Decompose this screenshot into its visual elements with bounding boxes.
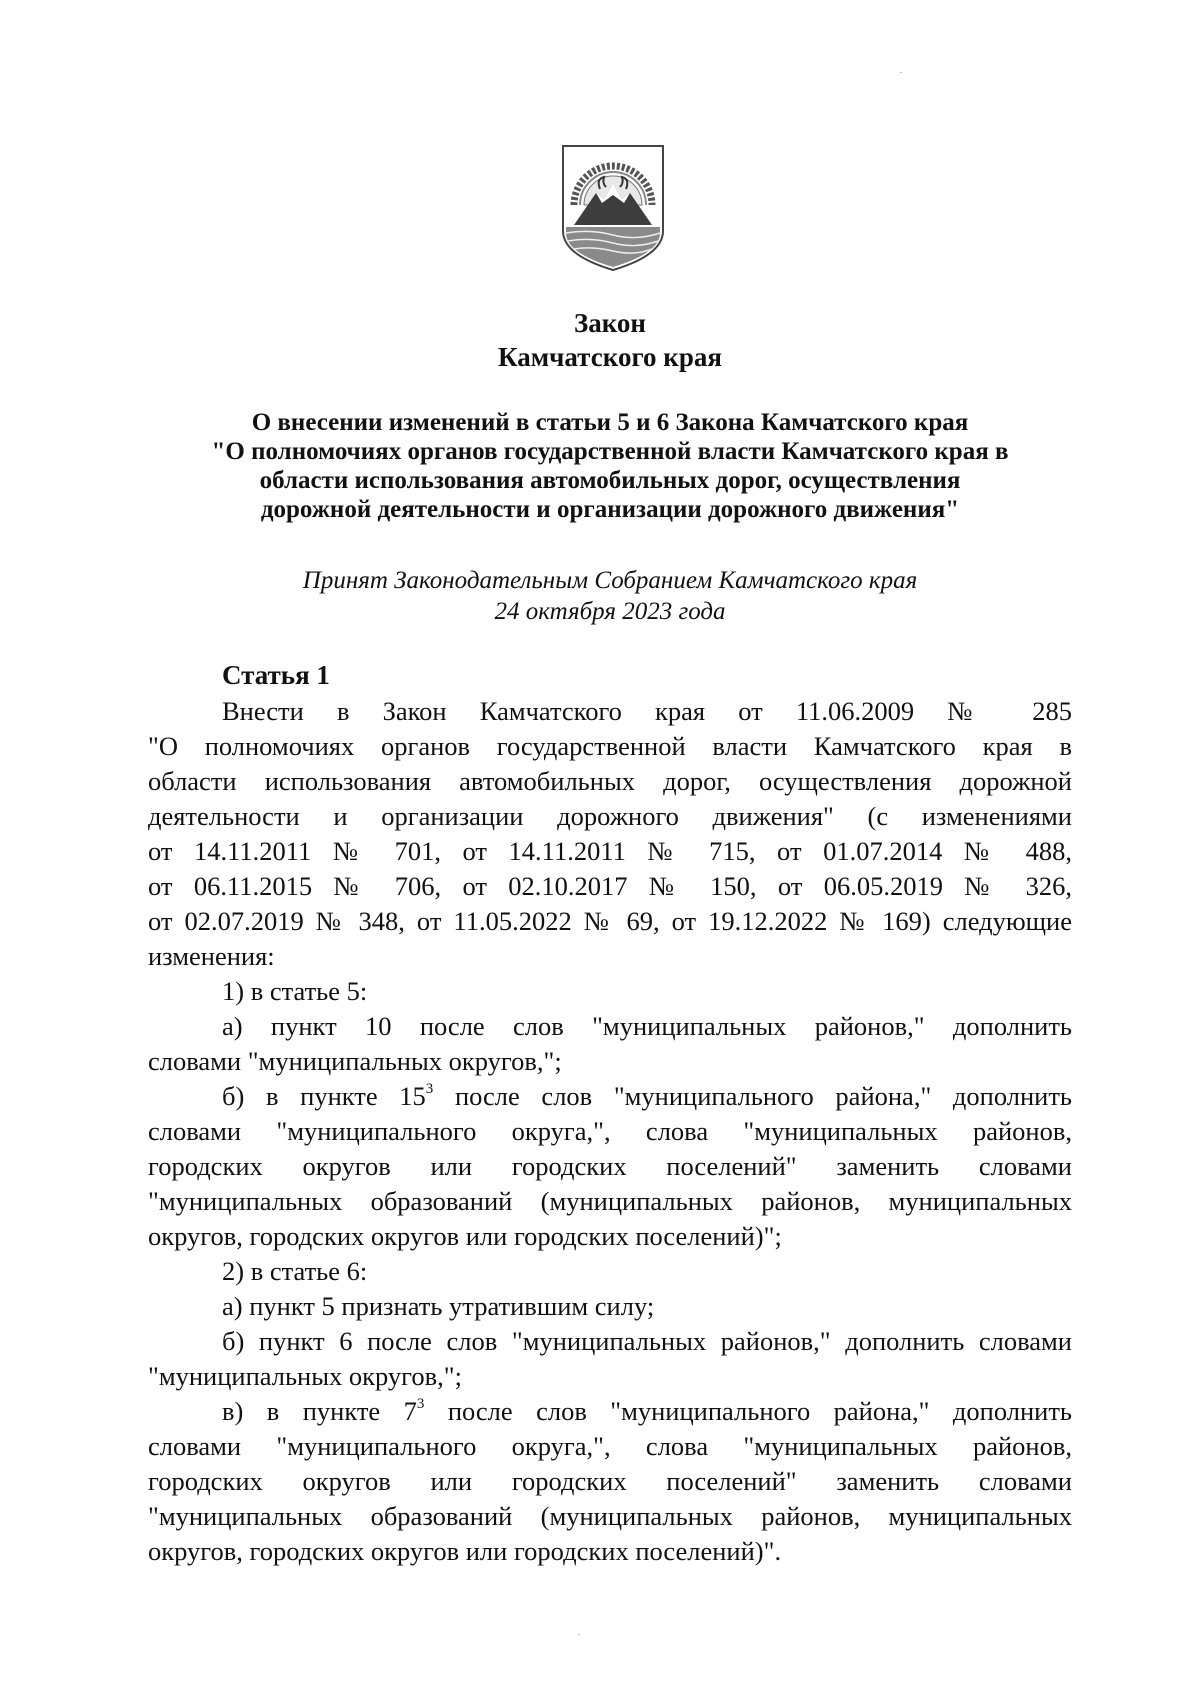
intro-line-1: Внести в Закон Камчатского края от 11.06.2009 № 285 bbox=[222, 696, 1072, 726]
law-title-line-1: Закон bbox=[573, 308, 646, 338]
scan-speck bbox=[578, 1634, 580, 1635]
item-1b-rest: после слов "муниципального района," дополнить bbox=[433, 1081, 1072, 1111]
law-title-line-2: Камчатского края bbox=[498, 342, 722, 372]
item-2c-line-5: округов, городских округов или городских поселений)". bbox=[148, 1536, 782, 1566]
intro-line-7: от 02.07.2019 № 348, от 11.05.2022 № 69, от 19.12.2022 № 169) следующие bbox=[148, 906, 1072, 936]
item-1b-superscript: 3 bbox=[425, 1081, 434, 1098]
scan-speck bbox=[900, 72, 902, 73]
adoption-line-1: Принят Законодательным Собранием Камчатского края bbox=[302, 567, 918, 594]
item-2a: а) пункт 5 признать утратившим силу; bbox=[222, 1291, 655, 1321]
intro-line-2: "О полномочиях органов государственной власти Камчатского края в bbox=[148, 731, 1072, 761]
item-1b-line-3: городских округов или городских поселений" заменить словами bbox=[148, 1151, 1072, 1181]
item-1b-line-1 bbox=[148, 1079, 1072, 1114]
subject-line-4: дорожной деятельности и организации дорожного движения" bbox=[260, 496, 960, 523]
item-2c-line-2: словами "муниципального округа,", слова "муниципальных районов, bbox=[148, 1431, 1072, 1461]
article-heading: Статья 1 bbox=[222, 660, 330, 690]
item-2c-line-1 bbox=[148, 1394, 1072, 1429]
intro-line-4: деятельности и организации дорожного движения" (с изменениями bbox=[148, 801, 1072, 831]
article-body bbox=[148, 694, 1072, 1569]
item-1a-line-2: словами "муниципальных округов,"; bbox=[148, 1046, 562, 1076]
item-1b-line-2: словами "муниципального округа,", слова "муниципальных районов, bbox=[148, 1116, 1072, 1146]
item-2b-line-2: "муниципальных округов,"; bbox=[148, 1361, 462, 1391]
intro-line-6: от 06.11.2015 № 706, от 02.10.2017 № 150, от 06.05.2019 № 326, bbox=[148, 871, 1072, 901]
item-1b-line-4: "муниципальных образований (муниципальных районов, муниципальных bbox=[148, 1186, 1072, 1216]
item-1b-start: б) в пункте 15 bbox=[222, 1081, 426, 1111]
intro-line-3: области использования автомобильных дорог, осуществления дорожной bbox=[148, 766, 1072, 796]
adoption-line-2: 24 октября 2023 года bbox=[494, 598, 726, 625]
intro-line-8: изменения: bbox=[148, 941, 275, 971]
intro-line-5: от 14.11.2011 № 701, от 14.11.2011 № 715, от 01.07.2014 № 488, bbox=[148, 836, 1072, 866]
item-2c-line-4: "муниципальных образований (муниципальных районов, муниципальных bbox=[148, 1501, 1072, 1531]
item-2c-rest: после слов "муниципального района," дополнить bbox=[424, 1396, 1072, 1426]
item-2: 2) в статье 6: bbox=[222, 1256, 368, 1286]
item-2c-superscript: 3 bbox=[416, 1396, 425, 1413]
subject-line-1: О внесении изменений в статьи 5 и 6 Закона Камчатского края bbox=[251, 409, 969, 436]
item-1: 1) в статье 5: bbox=[222, 976, 368, 1006]
subject-line-2: "О полномочиях органов государственной власти Камчатского края в bbox=[211, 438, 1009, 465]
subject-line-3: области использования автомобильных дорог, осуществления bbox=[259, 467, 961, 494]
item-1a-line-1: а) пункт 10 после слов "муниципальных районов," дополнить bbox=[222, 1011, 1072, 1041]
law-subject bbox=[150, 408, 1070, 524]
adoption-note bbox=[150, 565, 1070, 627]
coat-of-arms-icon bbox=[560, 143, 666, 273]
item-2c-start: в) в пункте 7 bbox=[222, 1396, 417, 1426]
item-2b-line-1: б) пункт 6 после слов "муниципальных районов," дополнить словами bbox=[222, 1326, 1072, 1356]
item-1b-line-5: округов, городских округов или городских поселений)"; bbox=[148, 1221, 782, 1251]
law-title bbox=[150, 306, 1070, 374]
item-2c-line-3: городских округов или городских поселений" заменить словами bbox=[148, 1466, 1072, 1496]
